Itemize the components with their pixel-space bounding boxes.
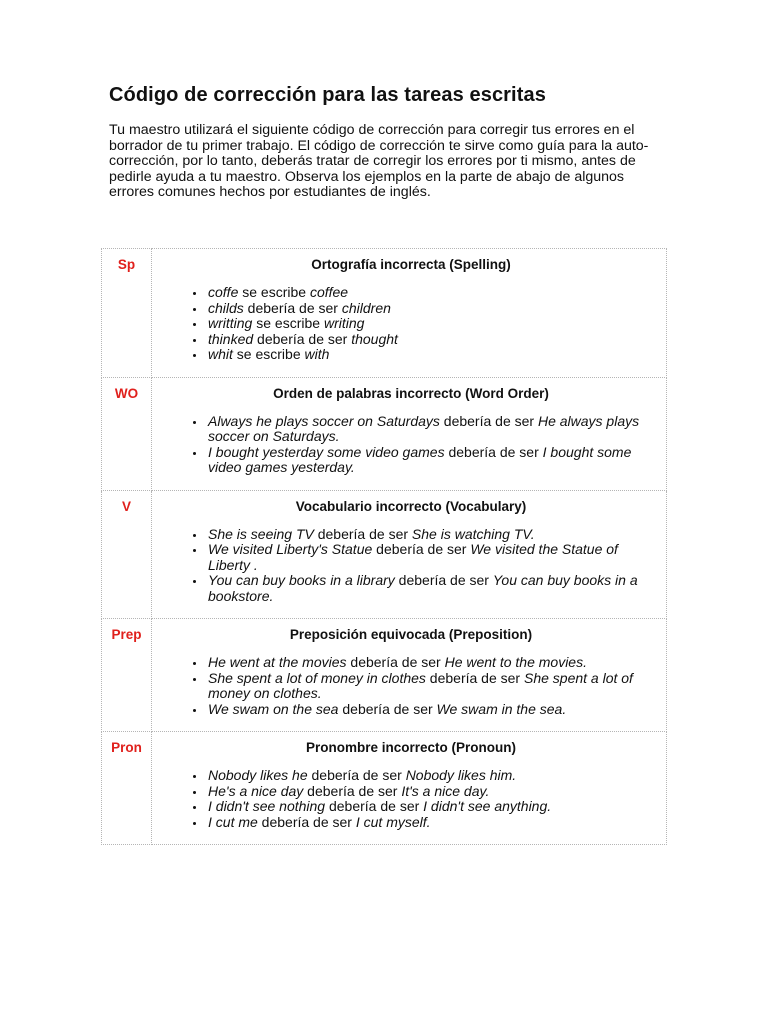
code-heading: Vocabulario incorrecto (Vocabulary) bbox=[295, 498, 527, 514]
incorrect-example: thinked bbox=[208, 330, 254, 347]
incorrect-example: coffe bbox=[208, 284, 239, 300]
incorrect-example: He's a nice day bbox=[208, 782, 304, 799]
example-item bbox=[206, 301, 652, 317]
corrected-example: We swam in the sea. bbox=[436, 700, 567, 717]
code-description bbox=[152, 490, 667, 619]
connector-text: debería de ser bbox=[243, 299, 342, 316]
correction-code-table bbox=[101, 248, 667, 845]
connector-text: debería de ser bbox=[313, 525, 412, 542]
connector-text: se escribe bbox=[232, 346, 305, 362]
corrected-example: He always plays soccer on Saturdays. bbox=[208, 412, 640, 444]
code-description bbox=[152, 249, 667, 378]
incorrect-example: childs bbox=[208, 299, 244, 316]
example-item bbox=[206, 784, 652, 800]
code-heading: Preposición equivocada (Preposition) bbox=[289, 627, 533, 642]
example-item bbox=[206, 573, 652, 604]
incorrect-example: You can buy books in a library bbox=[208, 572, 395, 588]
code-heading: Ortografía incorrecta (Spelling) bbox=[311, 257, 511, 272]
example-item bbox=[206, 332, 652, 348]
connector-text: debería de ser bbox=[307, 767, 406, 783]
connector-text: debería de ser bbox=[425, 669, 524, 686]
connector-text: debería de ser bbox=[257, 813, 356, 830]
example-item bbox=[206, 799, 652, 815]
connector-text: se escribe bbox=[238, 284, 310, 300]
connector-text: debería de ser bbox=[303, 782, 402, 799]
example-item bbox=[206, 702, 652, 718]
code-row bbox=[102, 377, 667, 490]
example-list bbox=[160, 527, 652, 605]
code-row bbox=[102, 490, 667, 619]
incorrect-example: writting bbox=[208, 315, 253, 331]
example-list bbox=[160, 285, 652, 363]
error-code: Pron bbox=[102, 732, 152, 845]
connector-text: debería de ser bbox=[444, 443, 543, 460]
example-item bbox=[206, 414, 652, 445]
incorrect-example: We visited Liberty's Statue bbox=[208, 541, 373, 557]
code-heading: Orden de palabras incorrecto (Word Order) bbox=[273, 385, 549, 401]
error-code: Sp bbox=[102, 249, 152, 378]
corrected-example: Nobody likes him. bbox=[405, 767, 517, 783]
corrected-example: She spent a lot of money on clothes. bbox=[208, 669, 633, 701]
example-item bbox=[206, 316, 652, 332]
corrected-example: You can buy books in a bookstore. bbox=[208, 572, 638, 604]
example-item bbox=[206, 445, 652, 476]
corrected-example: We visited the Statue of Liberty . bbox=[208, 541, 618, 573]
corrected-example: with bbox=[304, 346, 330, 362]
intro-paragraph: Tu maestro utilizará el siguiente código de corrección para corregir tus errores en el borrador de tu primer trabajo. El código de corrección te sirve como guía para la auto-corrección, por lo tanto, deberás tratar de corregir los errores por ti mismo, antes de pedirle ayuda a tu maestro. Observa los ejemplos en la parte de abajo de algunos errores comunes hechos por estudiantes de inglés. bbox=[109, 122, 649, 200]
error-code: WO bbox=[102, 377, 152, 490]
corrected-example: It's a nice day. bbox=[401, 782, 490, 799]
example-list bbox=[160, 655, 652, 717]
corrected-example: thought bbox=[351, 330, 398, 347]
page-title: Código de corrección para las tareas escritas bbox=[109, 84, 546, 106]
incorrect-example: I didn't see nothing bbox=[208, 798, 326, 814]
corrected-example: children bbox=[341, 299, 391, 316]
code-description bbox=[152, 732, 667, 845]
example-list bbox=[160, 414, 652, 476]
incorrect-example: He went at the movies bbox=[208, 654, 347, 670]
corrected-example: I cut myself. bbox=[355, 813, 431, 830]
connector-text: debería de ser bbox=[346, 654, 445, 670]
corrected-example: I didn't see anything. bbox=[423, 798, 552, 814]
example-item bbox=[206, 285, 652, 301]
corrected-example: coffee bbox=[309, 284, 349, 300]
example-list bbox=[160, 768, 652, 830]
connector-text: debería de ser bbox=[253, 330, 352, 347]
corrected-example: I bought some video games yesterday. bbox=[208, 443, 632, 475]
incorrect-example: Always he plays soccer on Saturdays bbox=[208, 412, 440, 429]
incorrect-example: whit bbox=[208, 346, 233, 362]
incorrect-example: She is seeing TV bbox=[208, 525, 314, 542]
corrected-example: writing bbox=[323, 315, 365, 331]
example-item bbox=[206, 815, 652, 831]
connector-text: debería de ser bbox=[394, 572, 493, 588]
connector-text: debería de ser bbox=[439, 412, 538, 429]
code-heading: Pronombre incorrecto (Pronoun) bbox=[305, 740, 516, 755]
code-description bbox=[152, 619, 667, 732]
example-item bbox=[206, 671, 652, 702]
example-item bbox=[206, 527, 652, 543]
error-code: V bbox=[102, 490, 152, 619]
error-code: Prep bbox=[102, 619, 152, 732]
incorrect-example: Nobody likes he bbox=[208, 767, 308, 783]
example-item bbox=[206, 768, 652, 784]
example-item bbox=[206, 347, 652, 363]
connector-text: debería de ser bbox=[372, 541, 471, 557]
example-item bbox=[206, 542, 652, 573]
code-row bbox=[102, 249, 667, 378]
connector-text: debería de ser bbox=[325, 798, 424, 814]
code-row bbox=[102, 732, 667, 845]
incorrect-example: I bought yesterday some video games bbox=[208, 443, 445, 460]
incorrect-example: I cut me bbox=[208, 813, 258, 830]
code-row bbox=[102, 619, 667, 732]
corrected-example: She is watching TV. bbox=[411, 525, 535, 542]
example-item bbox=[206, 655, 652, 671]
incorrect-example: She spent a lot of money in clothes bbox=[208, 669, 426, 686]
connector-text: se escribe bbox=[252, 315, 324, 331]
code-description bbox=[152, 377, 667, 490]
corrected-example: He went to the movies. bbox=[444, 654, 587, 670]
incorrect-example: We swam on the sea bbox=[208, 700, 339, 717]
connector-text: debería de ser bbox=[338, 700, 437, 717]
